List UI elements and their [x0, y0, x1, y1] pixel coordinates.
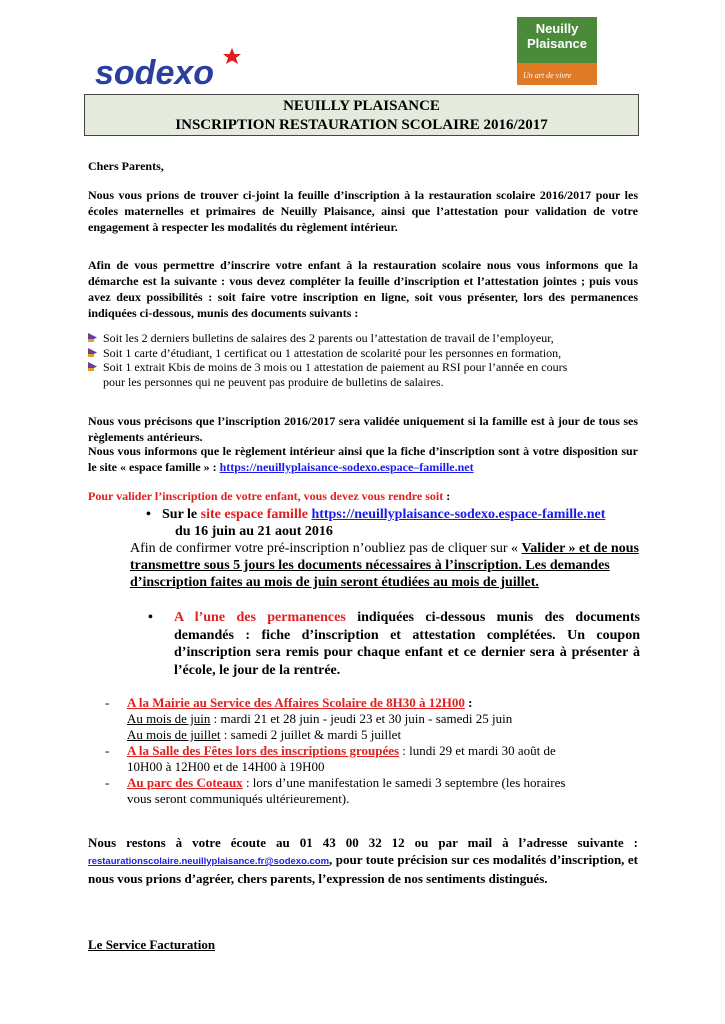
option-permanence: • A l’une des permanences indiquées ci-dessous munis des documents demandés : fiche d’inscription et attestation complétées. Un coupon d’inscription sera remis pour chaque enfant et ce dernier sera à présenter à l’école, le jour de la rentrée. [148, 610, 640, 678]
contact-email-link[interactable]: restaurationscolaire.neuillyplaisance.fr@sodexo.com [88, 856, 330, 867]
bullet-icon: • [148, 610, 153, 625]
espace-famille-link[interactable]: https://neuillyplaisance-sodexo.espace–famille.net [219, 460, 474, 474]
bullet-icon: • [146, 507, 151, 522]
sodexo-logo [95, 46, 255, 96]
title-line-2: INSCRIPTION RESTAURATION SCOLAIRE 2016/2017 [175, 117, 548, 133]
arrow-bullet-icon [88, 348, 97, 357]
permanence-parc-des-coteaux: - Au parc des Coteaux : lors d’une manifestation le samedi 3 septembre (les horaires vous seront communiqués ultérieurement). [105, 775, 566, 806]
documents-list [88, 331, 648, 389]
online-instructions: Afin de confirmer votre pré-inscription n’oubliez pas de cliquer sur « Valider » et de nous transmettre sous 5 jours les documents nécessaires à l’inscription. Les demandes d’inscription faites au mois de juin seront étudiées au mois de juillet. [130, 541, 639, 590]
signature: Le Service Facturation [88, 937, 216, 952]
permanence-mairie: - A la Mairie au Service des Affaires Scolaire de 8H30 à 12H00 : Au mois de juin : mardi 21 et 28 juin - jeudi 23 et 30 juin - samedi 25 juin Au mois de juillet : samedi 2 juillet & mardi 5 juillet [105, 695, 513, 742]
document-title [84, 94, 639, 136]
validate-heading: Pour valider l’inscription de votre enfant, vous devez vous rendre soit : [88, 489, 451, 503]
arrow-bullet-icon [88, 333, 97, 342]
intro-paragraph-2: Afin de vous permettre d’inscrire votre enfant à la restauration scolaire nous vous informons que la démarche est la suivante : vous devez compléter la feuille d’inscription et l’attestation jointes ; puis vous avez deux possibilités : soit faire votre inscription en ligne, soit vous présenter, lors des permanences indiquées ci-dessous, munis des documents suivants : [88, 258, 638, 320]
arrow-bullet-icon [88, 362, 97, 371]
neuilly-motto: Un art de vivre [523, 71, 572, 80]
sodexo-star-icon [223, 48, 241, 64]
list-item: Soit 1 extrait Kbis de moins de 3 mois ou 1 attestation de paiement au RSI pour l’année en cours [88, 360, 648, 375]
option-online: • Sur le site espace famille https://neuillyplaisance-sodexo.espace-famille.net du 16 juin au 21 aout 2016 Afin de confirmer votre pré-inscription n’oubliez pas de cliquer sur « Valider » et de nous transmettre sous 5 jours les documents nécessaires à l’inscription. Les demandes d’inscription faites au mois de juin seront étudiées au mois de juillet. [130, 506, 650, 591]
list-item: Soit les 2 derniers bulletins de salaires des 2 parents ou l’attestation de travail de l’employeur, [88, 331, 648, 346]
validity-paragraph: Nous vous précisons que l’inscription 2016/2017 sera validée uniquement si la famille est à jour de tous ses règlements antérieurs. [88, 414, 638, 444]
closing-paragraph: Nous restons à votre écoute au 01 43 00 32 12 ou par mail à l’adresse suivante : restaurationscolaire.neuillyplaisance.fr@sodexo.com, pour toute précision sur ces modalités d’inscription, et nous vous prions d’agréer, chers parents, l’expression de nos sentiments distingués. [88, 835, 638, 886]
sodexo-logo-graphic [95, 46, 255, 96]
list-item-continuation: pour les personnes qui ne peuvent pas produire de bulletins de salaires. [103, 374, 444, 389]
neuilly-plaisance-logo [517, 17, 597, 85]
list-item: Soit 1 carte d’étudiant, 1 certificat ou 1 attestation de scolarité pour les personnes en formation, [88, 346, 648, 361]
permanence-salle-des-fetes: - A la Salle des Fêtes lors des inscriptions groupées : lundi 29 et mardi 30 août de 10H00 à 12H00 et de 14H00 à 19H00 [105, 743, 556, 774]
espace-famille-site-link[interactable]: https://neuillyplaisance-sodexo.espace-famille.net [311, 507, 606, 522]
online-dates: du 16 juin au 21 aout 2016 [175, 524, 333, 539]
title-line-1: NEUILLY PLAISANCE [283, 98, 440, 114]
greeting: Chers Parents, [88, 159, 164, 173]
info-paragraph: Nous vous informons que le règlement intérieur ainsi que la fiche d’inscription sont à votre disposition sur le site « espace famille » : https://neuillyplaisance-sodexo.espace–famille.net [88, 444, 638, 474]
neuilly-plaisance-name: Neuilly Plaisance [527, 21, 587, 51]
intro-paragraph-1: Nous vous prions de trouver ci-joint la feuille d’inscription à la restauration scolaire 2016/2017 pour les écoles maternelles et primaires de Neuilly Plaisance, ainsi que l’attestation pour validation de votre engagement à respecter les modalités du règlement intérieur. [88, 188, 638, 234]
sodexo-logo-text: sodexo [95, 54, 215, 92]
permanences-list [105, 695, 665, 807]
